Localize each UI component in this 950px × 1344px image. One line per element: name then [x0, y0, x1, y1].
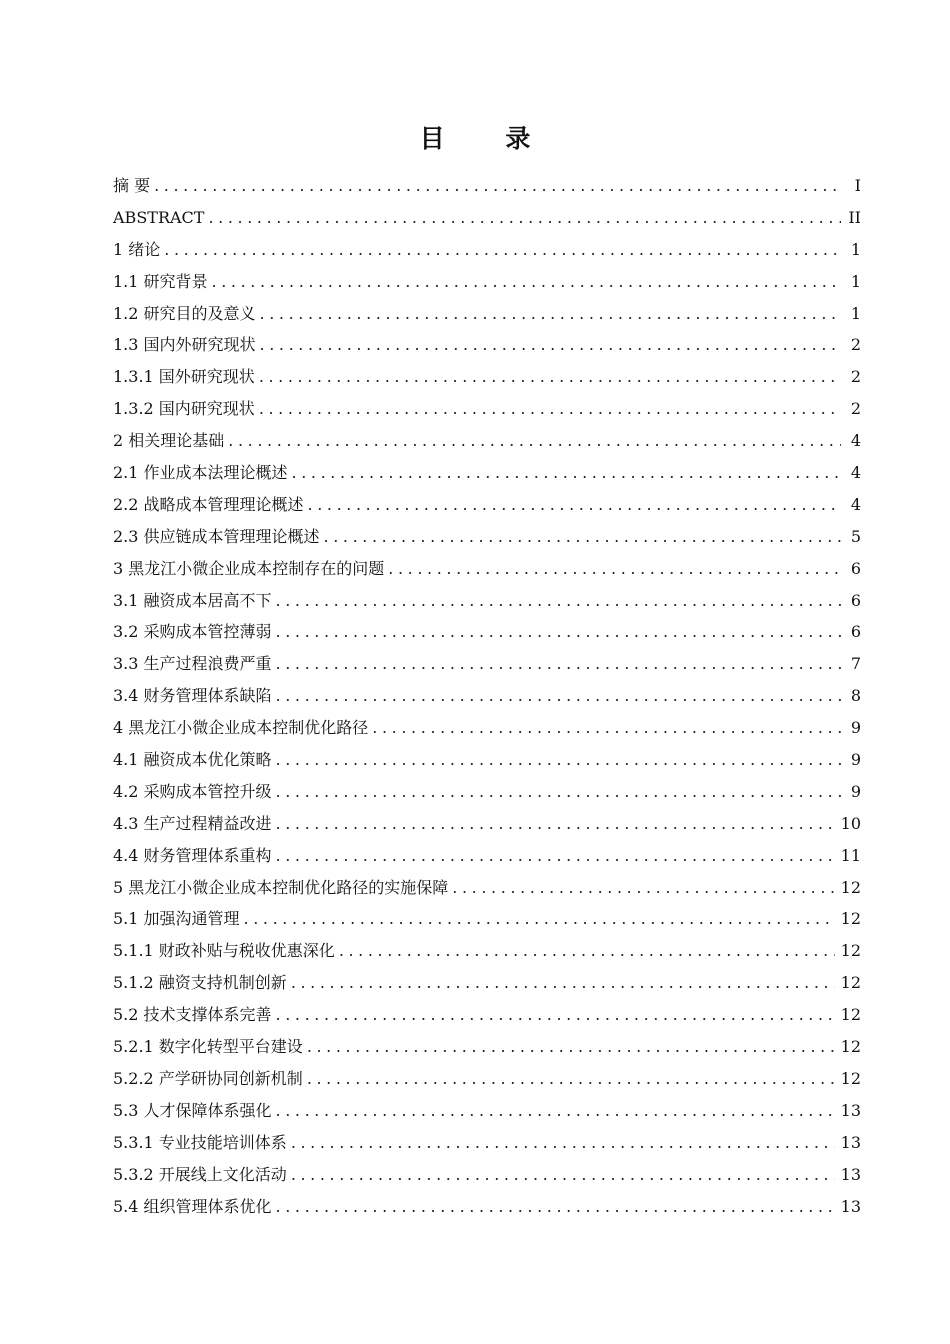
toc-entry-page-number: 1 [850, 271, 861, 291]
toc-entry[interactable] [113, 393, 861, 425]
toc-leader-dots [276, 616, 841, 648]
toc-entry[interactable] [113, 840, 861, 872]
toc-entry-label: 1.2 研究目的及意义 [113, 303, 256, 323]
toc-entry[interactable] [113, 872, 861, 904]
toc-entry[interactable] [113, 1063, 861, 1095]
toc-entry-label: 5.2 技术支撑体系完善 [113, 1005, 272, 1025]
toc-entry-label: 3.3 生产过程浪费严重 [113, 654, 272, 674]
toc-entry-page-number: 4 [850, 463, 861, 483]
toc-leader-dots [154, 170, 841, 202]
toc-entry-page-number: 12 [840, 941, 861, 961]
toc-entry[interactable] [113, 266, 861, 298]
toc-entry-page-number: 12 [840, 1068, 861, 1088]
toc-entry-label: 5.3 人才保障体系强化 [113, 1100, 272, 1120]
toc-entry-page-number: 4 [850, 431, 861, 451]
toc-leader-dots [339, 935, 835, 967]
toc-entry-label: 摘 要 [113, 176, 151, 195]
toc-leader-dots [212, 266, 841, 298]
toc-entry[interactable] [113, 616, 861, 648]
toc-entry-page-number: 4 [850, 494, 861, 514]
toc-entry[interactable] [113, 999, 861, 1031]
page-title: 目 录 [419, 124, 557, 153]
toc-leader-dots [276, 840, 835, 872]
toc-entry[interactable] [113, 967, 861, 999]
toc-leader-dots [276, 1095, 835, 1127]
toc-entry[interactable] [113, 808, 861, 840]
toc-entry-page-number: I [854, 176, 861, 195]
toc-entry-page-number: 12 [840, 877, 861, 897]
toc-entry-page-number: 12 [840, 909, 861, 929]
toc-leader-dots [324, 521, 841, 553]
toc-entry-label: 4.1 融资成本优化策略 [113, 750, 272, 770]
toc-entry-page-number: 13 [840, 1164, 861, 1184]
toc-entry-label: 5.4 组织管理体系优化 [113, 1196, 272, 1216]
toc-leader-dots [276, 1191, 835, 1223]
toc-entry[interactable] [113, 489, 861, 521]
toc-leader-dots [276, 680, 841, 712]
toc-entry-page-number: 13 [840, 1132, 861, 1152]
toc-entry-label: 5.3.2 开展线上文化活动 [113, 1164, 287, 1184]
toc-leader-dots [164, 234, 841, 266]
toc-entry-label: 4.3 生产过程精益改进 [113, 813, 272, 833]
table-of-contents [113, 170, 861, 1222]
toc-entry-label: 3.2 采购成本管控薄弱 [113, 622, 272, 642]
toc-entry[interactable] [113, 648, 861, 680]
toc-leader-dots [259, 361, 841, 393]
toc-entry-page-number: 9 [850, 718, 861, 738]
toc-entry-page-number: 6 [850, 622, 861, 642]
toc-leader-dots [307, 1063, 835, 1095]
toc-entry-label: 5.1.1 财政补贴与税收优惠深化 [113, 941, 335, 961]
toc-entry[interactable] [113, 903, 861, 935]
toc-entry-label: 2.3 供应链成本管理理论概述 [113, 526, 320, 546]
toc-leader-dots [208, 202, 841, 234]
toc-entry-label: ABSTRACT [113, 207, 205, 227]
toc-leader-dots [276, 999, 835, 1031]
toc-entry[interactable] [113, 329, 861, 361]
toc-entry[interactable] [113, 553, 861, 585]
toc-entry-label: 3 黑龙江小微企业成本控制存在的问题 [113, 558, 385, 578]
toc-entry[interactable] [113, 776, 861, 808]
toc-entry-page-number: 12 [840, 1037, 861, 1057]
toc-leader-dots [388, 553, 841, 585]
toc-entry-label: 5.1 加强沟通管理 [113, 909, 240, 929]
toc-entry-page-number: II [848, 207, 861, 227]
toc-leader-dots [228, 425, 841, 457]
toc-entry-page-number: 5 [850, 526, 861, 546]
toc-entry-page-number: 2 [850, 399, 861, 419]
toc-entry[interactable] [113, 457, 861, 489]
toc-entry-label: 5.2.2 产学研协同创新机制 [113, 1068, 303, 1088]
toc-entry[interactable] [113, 170, 861, 202]
toc-leader-dots [276, 585, 841, 617]
toc-leader-dots [308, 489, 841, 521]
toc-entry-label: 3.1 融资成本居高不下 [113, 590, 272, 610]
toc-entry-page-number: 8 [850, 686, 861, 706]
toc-leader-dots [276, 744, 841, 776]
toc-entry[interactable] [113, 712, 861, 744]
toc-leader-dots [276, 776, 841, 808]
toc-entry[interactable] [113, 935, 861, 967]
toc-entry-label: 5.3.1 专业技能培训体系 [113, 1132, 287, 1152]
toc-leader-dots [291, 967, 835, 999]
toc-entry[interactable] [113, 744, 861, 776]
toc-entry[interactable] [113, 361, 861, 393]
toc-leader-dots [452, 872, 834, 904]
toc-entry-label: 3.4 财务管理体系缺陷 [113, 686, 272, 706]
toc-leader-dots [372, 712, 841, 744]
toc-entry-page-number: 2 [850, 367, 861, 387]
toc-leader-dots [276, 648, 841, 680]
toc-entry-label: 2 相关理论基础 [113, 431, 225, 451]
toc-entry[interactable] [113, 234, 861, 266]
toc-entry-page-number: 2 [850, 335, 861, 355]
toc-leader-dots [260, 329, 841, 361]
toc-entry-label: 2.1 作业成本法理论概述 [113, 463, 288, 483]
toc-entry-label: 2.2 战略成本管理理论概述 [113, 494, 304, 514]
toc-leader-dots [307, 1031, 835, 1063]
toc-entry-page-number: 12 [840, 973, 861, 993]
toc-entry-label: 5.1.2 融资支持机制创新 [113, 973, 287, 993]
toc-entry-label: 1.1 研究背景 [113, 271, 208, 291]
toc-leader-dots [276, 808, 835, 840]
toc-entry-label: 5.2.1 数字化转型平台建设 [113, 1037, 303, 1057]
toc-leader-dots [259, 393, 841, 425]
toc-entry-page-number: 12 [840, 1005, 861, 1025]
toc-entry-page-number: 9 [850, 781, 861, 801]
toc-entry[interactable] [113, 1127, 861, 1159]
toc-leader-dots [292, 457, 841, 489]
toc-entry[interactable] [113, 1031, 861, 1063]
toc-entry-page-number: 6 [850, 590, 861, 610]
toc-leader-dots [244, 903, 835, 935]
toc-entry-label: 4.2 采购成本管控升级 [113, 781, 272, 801]
toc-entry-label: 1.3.2 国内研究现状 [113, 399, 255, 419]
toc-entry[interactable] [113, 680, 861, 712]
toc-leader-dots [260, 298, 841, 330]
toc-entry-page-number: 1 [850, 303, 861, 323]
toc-entry-page-number: 11 [840, 845, 861, 865]
toc-leader-dots [291, 1159, 835, 1191]
toc-entry-label: 5 黑龙江小微企业成本控制优化路径的实施保障 [113, 877, 449, 897]
toc-entry-page-number: 9 [850, 750, 861, 770]
toc-entry-label: 1 绪论 [113, 239, 161, 259]
toc-entry[interactable] [113, 425, 861, 457]
toc-entry-label: 1.3.1 国外研究现状 [113, 367, 255, 387]
toc-entry-page-number: 6 [850, 558, 861, 578]
toc-entry-page-number: 13 [840, 1100, 861, 1120]
toc-entry[interactable] [113, 585, 861, 617]
toc-entry-page-number: 10 [840, 813, 861, 833]
toc-entry-label: 1.3 国内外研究现状 [113, 335, 256, 355]
toc-entry-page-number: 7 [850, 654, 861, 674]
toc-entry[interactable] [113, 1095, 861, 1127]
toc-entry[interactable] [113, 1159, 861, 1191]
toc-entry-label: 4 黑龙江小微企业成本控制优化路径 [113, 718, 369, 738]
toc-entry[interactable] [113, 1191, 861, 1223]
toc-entry[interactable] [113, 202, 861, 234]
toc-leader-dots [291, 1127, 835, 1159]
toc-entry-page-number: 13 [840, 1196, 861, 1216]
toc-entry-label: 4.4 财务管理体系重构 [113, 845, 272, 865]
toc-entry[interactable] [113, 298, 861, 330]
toc-entry[interactable] [113, 521, 861, 553]
toc-entry-page-number: 1 [850, 239, 861, 259]
